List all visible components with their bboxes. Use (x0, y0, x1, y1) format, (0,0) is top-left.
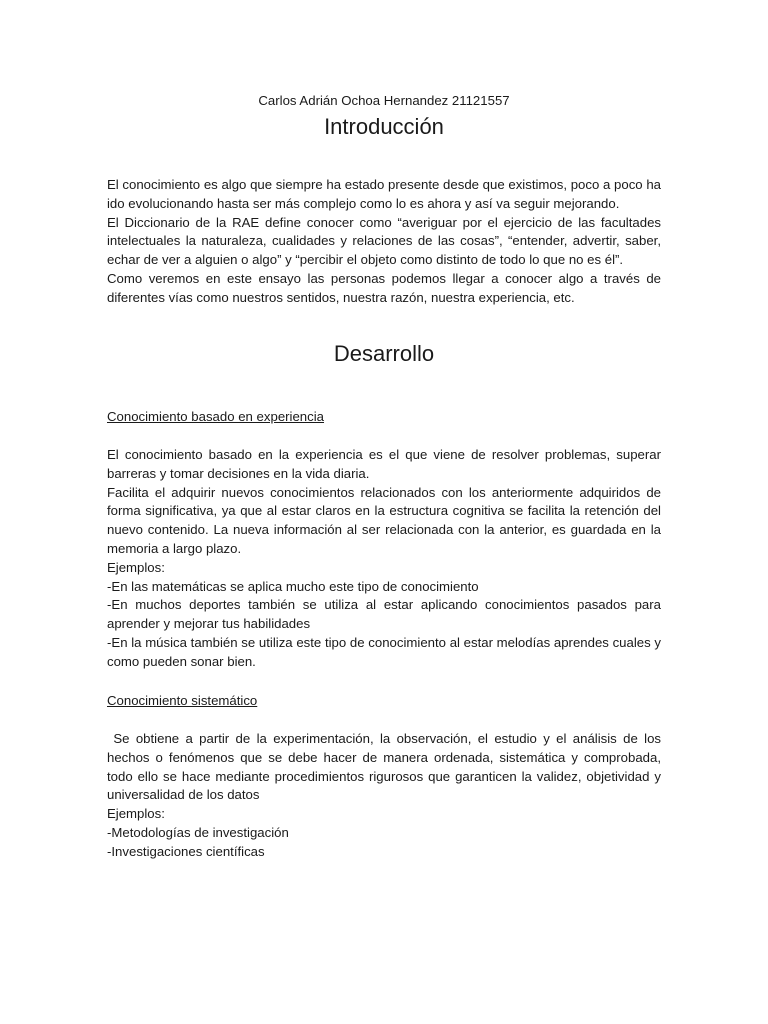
introduction-body (107, 176, 661, 308)
paragraph: El conocimiento basado en la experiencia es el que viene de resolver problemas, superar barreras y tomar decisiones en la vida diaria. (107, 447, 661, 481)
example-item: -En muchos deportes también se utiliza al estar aplicando conocimientos pasados para aprender y mejorar tus habilidades (107, 597, 661, 632)
example-item: -En las matemáticas se aplica mucho este tipo de conocimiento (107, 578, 479, 594)
example-item: -Investigaciones científicas (107, 843, 265, 859)
development-title: Desarrollo (333, 341, 435, 366)
example-item: -Metodologías de investigación (107, 824, 289, 840)
section-body-experience (107, 446, 661, 672)
examples-label: Ejemplos: (107, 559, 165, 575)
paragraph: El conocimiento es algo que siempre ha estado presente desde que existimos, poco a poco ha ido evolucionando hasta ser más complejo como lo es ahora y así va seguir mejorando. (107, 177, 661, 211)
section-heading-systematic: Conocimiento sistemático (107, 693, 258, 708)
section-heading-experience: Conocimiento basado en experiencia (107, 409, 325, 424)
paragraph: El Diccionario de la RAE define conocer como “averiguar por el ejercicio de las facultades intelectuales la naturaleza, cualidades y relaciones de las cosas”, “entender, advertir, saber, echar de ver a alguien o algo” y “percibir el objeto como distinto de todo lo que no es él”. (107, 214, 661, 268)
examples-label: Ejemplos: (107, 806, 165, 822)
example-item: -En la música también se utiliza este tipo de conocimiento al estar melodías aprendes cuales y como pueden sonar bien. (107, 634, 661, 669)
paragraph: Como veremos en este ensayo las personas podemos llegar a conocer algo a través de diferentes vías como nuestros sentidos, nuestra razón, nuestra experiencia, etc. (107, 270, 661, 305)
author-line: Carlos Adrián Ochoa Hernandez 21121557 (258, 93, 510, 108)
introduction-title: Introducción (324, 114, 444, 139)
paragraph: Facilita el adquirir nuevos conocimientos relacionados con los anteriormente adquiridos de forma significativa, ya que al estar claros en la estructura cognitiva se facilita la retención del nuevo contenido. La nueva información al ser relacionada con la anterior, es guardada en la memoria a largo plazo. (107, 484, 661, 556)
paragraph: Se obtiene a partir de la experimentación, la observación, el estudio y el análisis de los hechos o fenómenos que se debe hacer de manera ordenada, sistemática y comprobada, todo ello se hace mediante procedimientos rigurosos que garanticen la validez, objetividad y universalidad de los datos (107, 731, 665, 803)
section-body-systematic (107, 730, 665, 862)
